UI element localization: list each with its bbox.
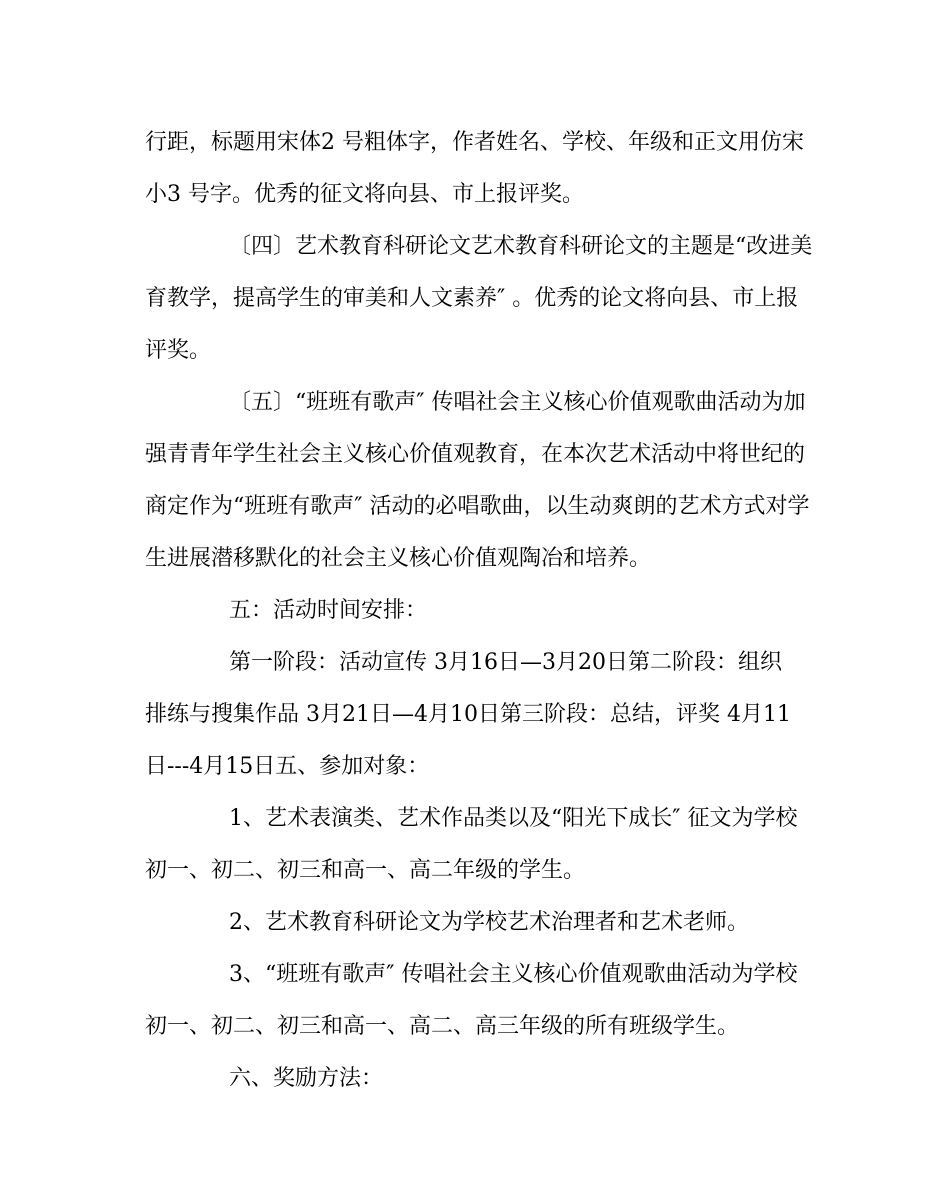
text-line: 育教学，提高学生的审美和人文素养″ 。优秀的论文将向县、市上报 <box>145 286 799 311</box>
text-line: 排练与搜集作品 3月21日—4月10日第三阶段：总结，评奖 4月11 <box>145 702 791 727</box>
text-line: 强青青年学生社会主义核心价值观教育，在本次艺术活动中将世纪的 <box>145 442 806 467</box>
text-line: 初一、初二、初三和高一、高二、高三年级的所有班级学生。 <box>145 1014 740 1039</box>
text-line: 行距，标题用宋体2 号粗体字，作者姓名、学校、年级和正文用仿宋 <box>145 130 804 155</box>
section-heading-rewards: 六、奖励方法： <box>229 1066 384 1091</box>
list-item-two: 2、艺术教育科研论文为学校艺术治理者和艺术老师。 <box>229 910 749 935</box>
schedule-paragraph: 第一阶段：活动宣传 3月16日—3月20日第二阶段：组织 <box>229 650 782 675</box>
text-line: 日---4月15日五、参加对象： <box>145 754 430 779</box>
list-item-one: 1、艺术表演类、艺术作品类以及“阳光下成长″ 征文为学校 <box>229 806 798 831</box>
paragraph-heading-four: 〔四〕艺术教育科研论文艺术教育科研论文的主题是“改进美 <box>229 234 813 259</box>
text-line: 生进展潜移默化的社会主义核心价值观陶冶和培养。 <box>145 546 652 571</box>
paragraph-heading-five: 〔五〕“班班有歌声″ 传唱社会主义核心价值观歌曲活动为加 <box>229 390 806 415</box>
text-line: 商定作为“班班有歌声″ 活动的必唱歌曲，以生动爽朗的艺术方式对学 <box>145 494 810 519</box>
list-item-three: 3、“班班有歌声″ 传唱社会主义核心价值观歌曲活动为学校 <box>229 962 798 987</box>
text-line: 初一、初二、初三和高一、高二年级的学生。 <box>145 858 586 883</box>
text-line: 评奖。 <box>145 338 212 363</box>
section-heading-schedule: 五：活动时间安排： <box>229 598 428 623</box>
text-line: 小3 号字。优秀的征文将向县、市上报评奖。 <box>145 182 584 207</box>
